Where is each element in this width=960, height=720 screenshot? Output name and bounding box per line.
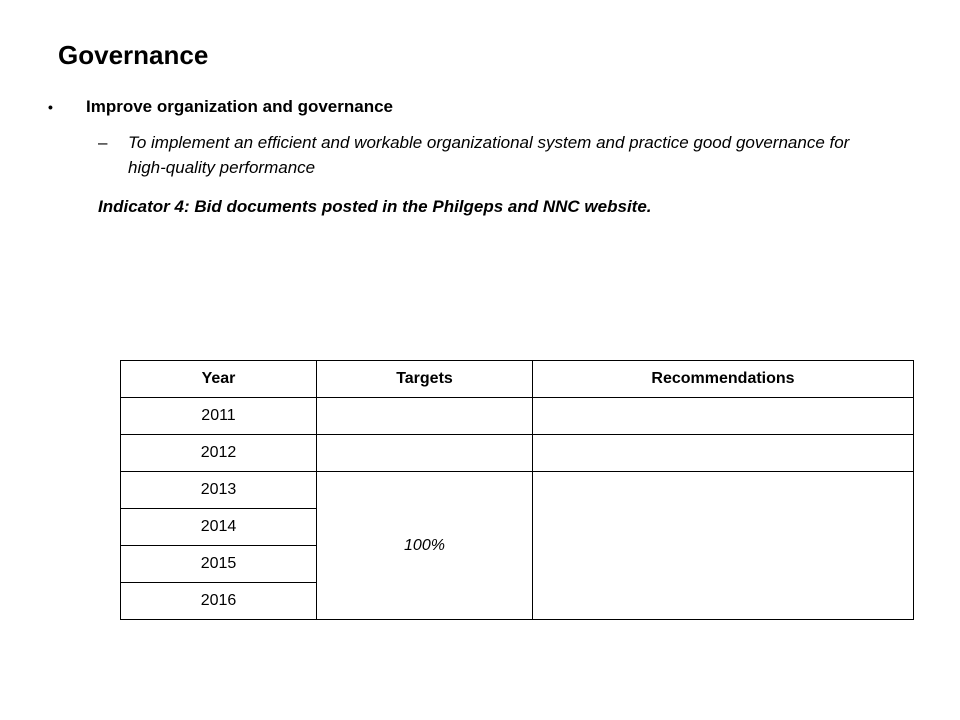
table-header-row bbox=[121, 361, 914, 398]
sub-bullet-text: To implement an efficient and workable organizational system and practice good governance for high-quality performance bbox=[128, 133, 850, 177]
year-cell: 2015 bbox=[121, 546, 317, 583]
year-cell: 2011 bbox=[121, 398, 317, 435]
targets-table bbox=[120, 360, 914, 620]
year-cell: 2014 bbox=[121, 509, 317, 546]
indicator-text: Indicator 4: Bid documents posted in the Philgeps and NNC website. bbox=[98, 197, 652, 216]
year-cell: 2016 bbox=[121, 583, 317, 620]
dash-icon: – bbox=[98, 133, 108, 152]
bullet-item bbox=[48, 95, 393, 119]
recommendation-cell bbox=[533, 398, 914, 435]
recommendation-cell-merged bbox=[533, 472, 914, 620]
header-targets: Targets bbox=[317, 361, 533, 398]
bullet-text: Improve organization and governance bbox=[86, 97, 394, 116]
year-cell: 2013 bbox=[121, 472, 317, 509]
target-cell bbox=[317, 398, 533, 435]
recommendation-cell bbox=[533, 435, 914, 472]
bullet-dot-icon: • bbox=[48, 99, 53, 115]
table-row bbox=[121, 435, 914, 472]
year-cell: 2012 bbox=[121, 435, 317, 472]
header-recommendations: Recommendations bbox=[533, 361, 914, 398]
sub-bullet-item bbox=[98, 130, 878, 180]
slide-title: Governance bbox=[58, 40, 209, 70]
header-year: Year bbox=[121, 361, 317, 398]
target-cell-merged: 100% bbox=[317, 472, 533, 620]
table-row bbox=[121, 398, 914, 435]
target-cell bbox=[317, 435, 533, 472]
table-row bbox=[121, 472, 914, 509]
